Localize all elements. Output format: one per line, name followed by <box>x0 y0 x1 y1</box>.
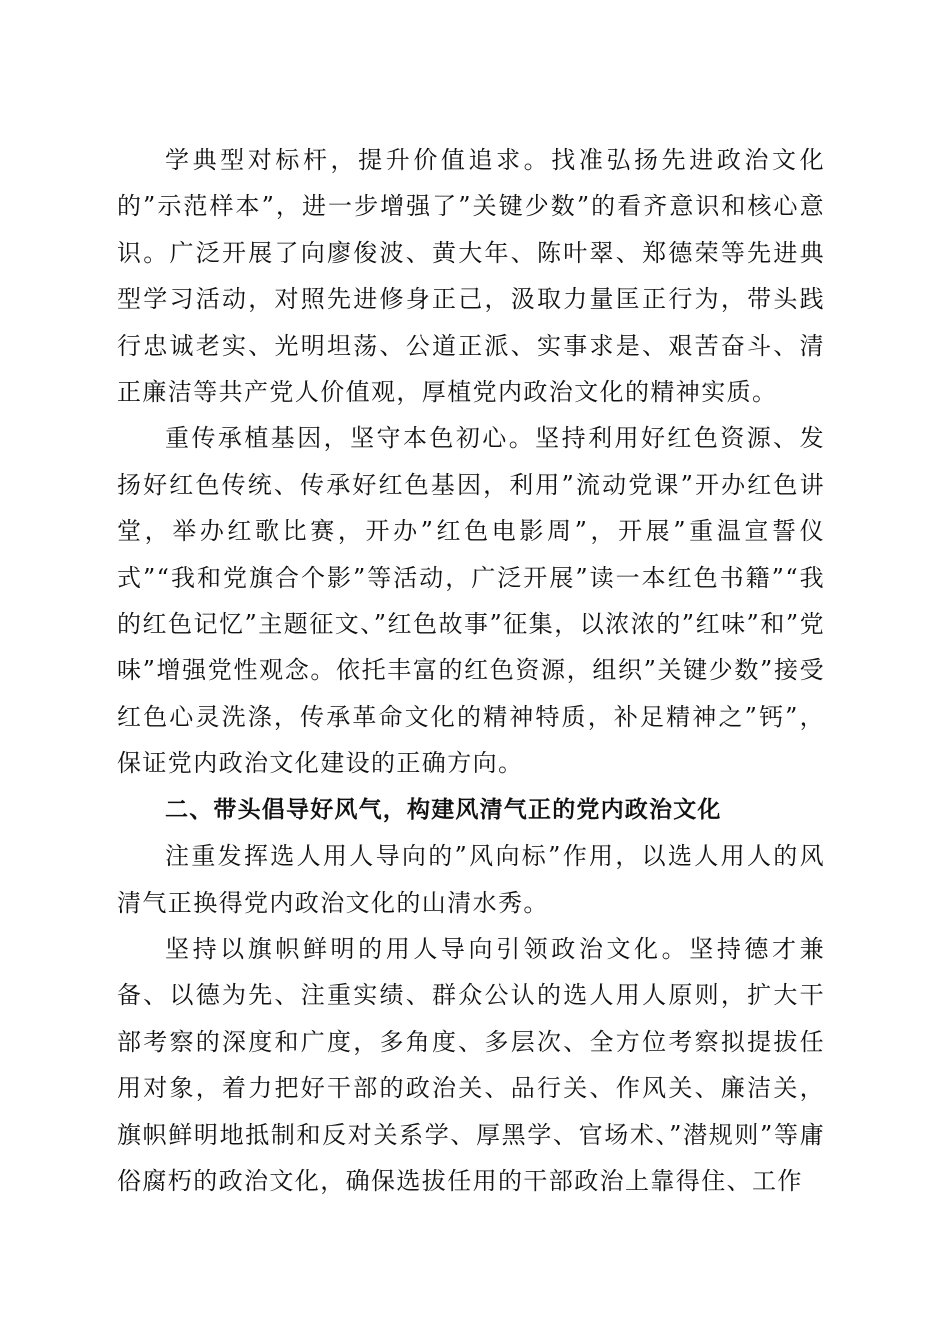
paragraph-benchmark-models: 学典型对标杆，提升价值追求。找准弘扬先进政治文化的”示范样本”，进一步增强了”关键少数”的看齐意识和核心意识。广泛开展了向廖俊波、黄大年、陈叶翠、郑德荣等先进典型学习活动，对照先进修身正己，汲取力量匡正行为，带头践行忠诚老实、光明坦荡、公道正派、实事求是、艰苦奋斗、清正廉洁等共产党人价值观，厚植党内政治文化的精神实质。 <box>117 146 825 407</box>
paragraph-selection-orientation: 注重发挥选人用人导向的”风向标”作用，以选人用人的风清气正换得党内政治文化的山清水秀。 <box>117 842 825 917</box>
paragraph-employment-guidance: 坚持以旗帜鲜明的用人导向引领政治文化。坚持德才兼备、以德为先、注重实绩、群众公认的选人用人原则，扩大干部考察的深度和广度，多角度、多层次、全方位考察拟提拔任用对象，着力把好干部的政治关、品行关、作风关、廉洁关，旗帜鲜明地抵制和反对关系学、厚黑学、官场术、”潜规则”等庸俗腐朽的政治文化，确保选拔任用的干部政治上靠得住、工作 <box>117 934 825 1195</box>
document-body <box>117 137 825 1204</box>
section-heading: 二、带头倡导好风气，构建风清气正的党内政治文化 <box>165 796 722 823</box>
paragraph-red-gene-inheritance: 重传承植基因，坚守本色初心。坚持利用好红色资源、发扬好红色传统、传承好红色基因，利用”流动党课”开办红色讲堂，举办红歌比赛，开办”红色电影周”，开展”重温宣誓仪式”“我和党旗合个影”等活动，广泛开展”读一本红色书籍”“我的红色记忆”主题征文、”红色故事”征集，以浓浓的”红味”和”党味”增强党性观念。依托丰富的红色资源，组织”关键少数”接受红色心灵洗涤，传承革命文化的精神特质，补足精神之”钙”，保证党内政治文化建设的正确方向。 <box>117 424 825 778</box>
